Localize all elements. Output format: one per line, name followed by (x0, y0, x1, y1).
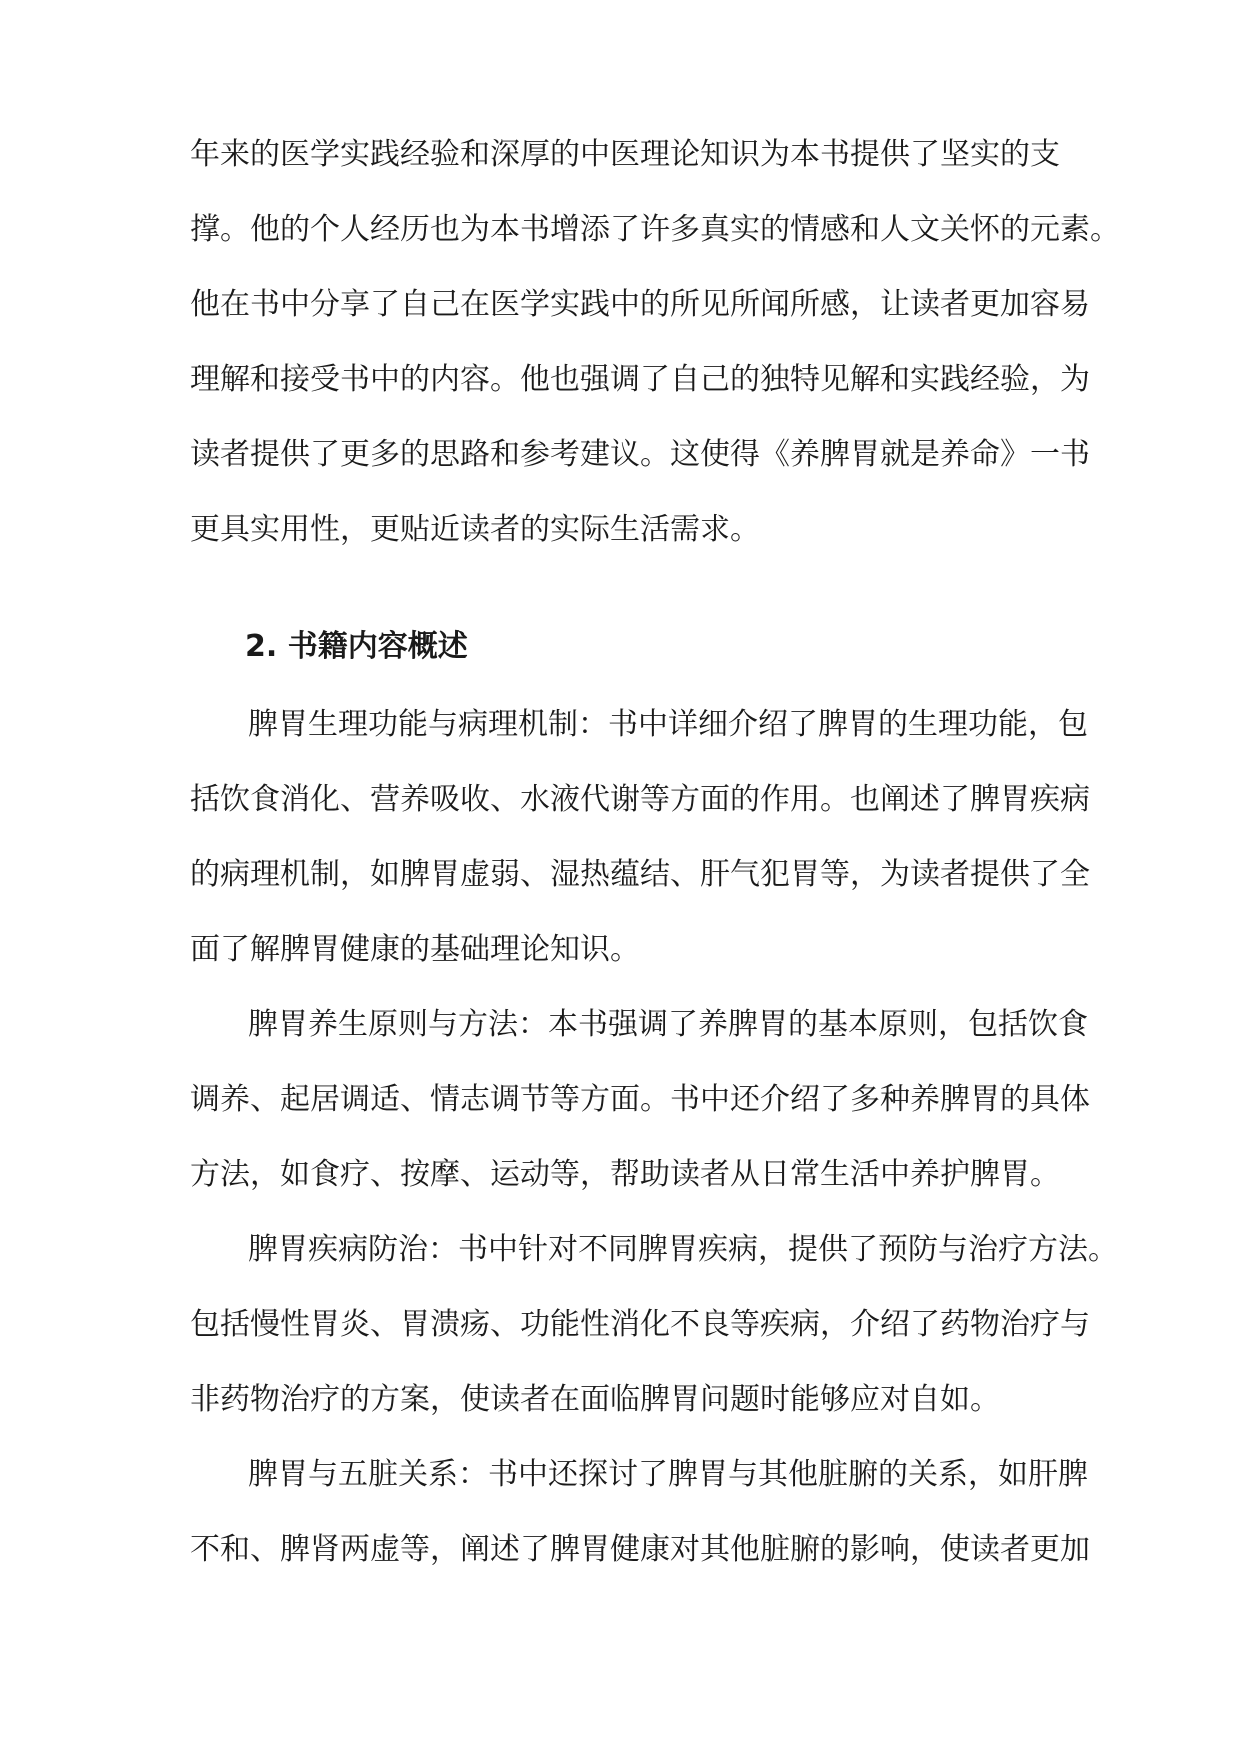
paragraph-1-line-6: 更具实用性，更贴近读者的实际生活需求。 (190, 512, 760, 547)
paragraph-5-line-1: 脾胃与五脏关系：书中还探讨了脾胃与其他脏腑的关系，如肝脾 (248, 1457, 1088, 1492)
paragraph-4-line-1: 脾胃疾病防治：书中针对不同脾胃疾病，提供了预防与治疗方法。 (248, 1232, 1118, 1267)
paragraph-1-line-1: 年来的医学实践经验和深厚的中医理论知识为本书提供了坚实的支 (190, 137, 1060, 172)
paragraph-2-line-4: 面了解脾胃健康的基础理论知识。 (190, 932, 640, 967)
paragraph-1-line-2: 撑。他的个人经历也为本书增添了许多真实的情感和人文关怀的元素。 (190, 212, 1120, 247)
paragraph-4-line-2: 包括慢性胃炎、胃溃疡、功能性消化不良等疾病，介绍了药物治疗与 (190, 1307, 1090, 1342)
paragraph-1-line-3: 他在书中分享了自己在医学实践中的所见所闻所感，让读者更加容易 (190, 287, 1090, 322)
paragraph-2-line-3: 的病理机制，如脾胃虚弱、湿热蕴结、肝气犯胃等，为读者提供了全 (190, 857, 1090, 892)
paragraph-1-line-4: 理解和接受书中的内容。他也强调了自己的独特见解和实践经验，为 (190, 362, 1090, 397)
paragraph-2-line-1: 脾胃生理功能与病理机制：书中详细介绍了脾胃的生理功能，包 (248, 707, 1088, 742)
paragraph-3-line-1: 脾胃养生原则与方法：本书强调了养脾胃的基本原则，包括饮食 (248, 1007, 1088, 1042)
paragraph-2-line-2: 括饮食消化、营养吸收、水液代谢等方面的作用。也阐述了脾胃疾病 (190, 782, 1090, 817)
paragraph-3-line-2: 调养、起居调适、情志调节等方面。书中还介绍了多种养脾胃的具体 (190, 1082, 1090, 1117)
paragraph-4-line-3: 非药物治疗的方案，使读者在面临脾胃问题时能够应对自如。 (190, 1382, 1000, 1417)
paragraph-3-line-3: 方法，如食疗、按摩、运动等，帮助读者从日常生活中养护脾胃。 (190, 1157, 1060, 1192)
paragraph-1-line-5: 读者提供了更多的思路和参考建议。这使得《养脾胃就是养命》一书 (190, 437, 1090, 472)
paragraph-5-line-2: 不和、脾肾两虚等，阐述了脾胃健康对其他脏腑的影响，使读者更加 (190, 1532, 1090, 1567)
section-heading: 2. 书籍内容概述 (245, 629, 468, 664)
